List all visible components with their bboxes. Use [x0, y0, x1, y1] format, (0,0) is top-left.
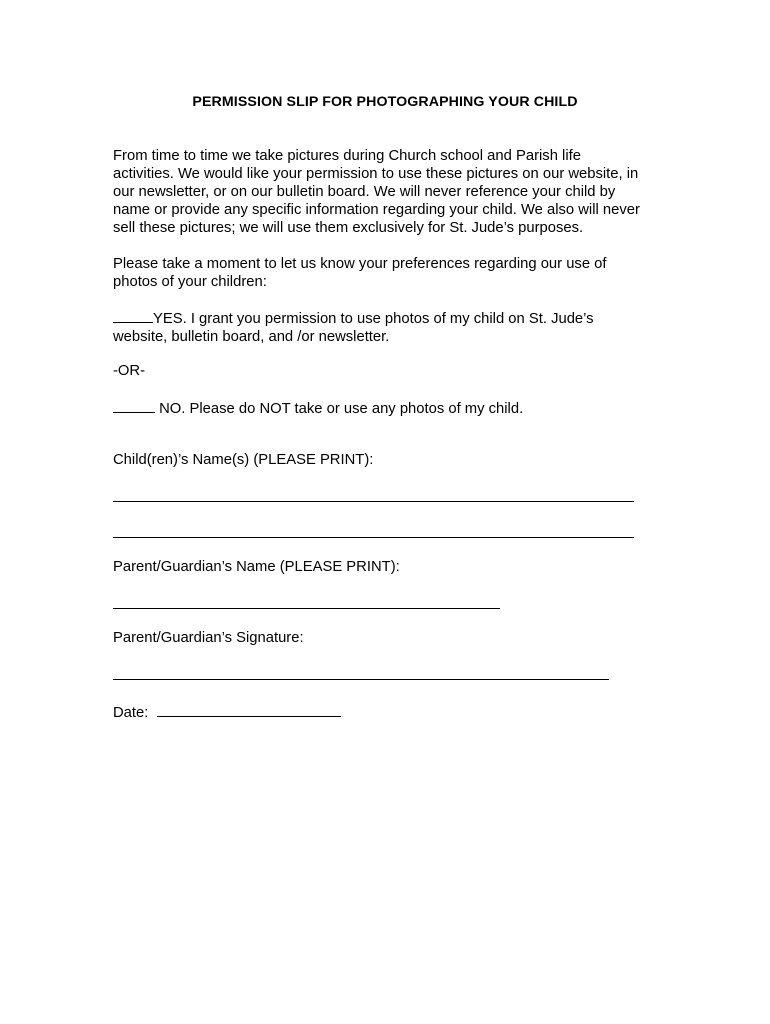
yes-option — [113, 308, 673, 346]
preference-line: photos of your children: — [113, 274, 267, 290]
children-name-label: Child(ren)’s Name(s) (PLEASE PRINT): — [113, 452, 374, 468]
date-label: Date: — [113, 705, 149, 721]
parent-name-label: Parent/Guardian’s Name (PLEASE PRINT): — [113, 559, 400, 575]
intro-line: sell these pictures; we will use them exclusively for St. Jude’s purposes. — [113, 220, 584, 236]
document-title: PERMISSION SLIP FOR PHOTOGRAPHING YOUR CHILD — [192, 94, 578, 110]
no-checkbox-blank[interactable] — [113, 398, 155, 413]
parent-name-line[interactable] — [113, 608, 500, 609]
date-row — [113, 702, 673, 722]
signature-label: Parent/Guardian’s Signature: — [113, 630, 304, 646]
intro-line: our newsletter, or on our bulletin board. We will never reference your child by — [113, 184, 616, 200]
children-name-line-1[interactable] — [113, 501, 634, 502]
children-name-line-2[interactable] — [113, 537, 634, 538]
yes-checkbox-blank[interactable] — [113, 308, 153, 323]
preference-line: Please take a moment to let us know your preferences regarding our use of — [113, 256, 607, 272]
yes-option-text: YES. I grant you permission to use photos of my child on St. Jude’s — [153, 311, 594, 327]
intro-line: From time to time we take pictures during Church school and Parish life — [113, 148, 581, 164]
intro-line: name or provide any specific information regarding your child. We also will never — [113, 202, 640, 218]
yes-option-text-continued: website, bulletin board, and /or newsletter. — [113, 329, 390, 345]
no-option — [113, 398, 673, 418]
preference-paragraph — [113, 255, 673, 291]
intro-paragraph — [113, 147, 673, 237]
signature-line[interactable] — [113, 679, 609, 680]
date-line[interactable] — [157, 702, 341, 717]
no-option-text: NO. Please do NOT take or use any photos of my child. — [155, 401, 524, 417]
intro-line: activities. We would like your permission to use these pictures on our website, in — [113, 166, 639, 182]
or-separator: -OR- — [113, 363, 146, 379]
